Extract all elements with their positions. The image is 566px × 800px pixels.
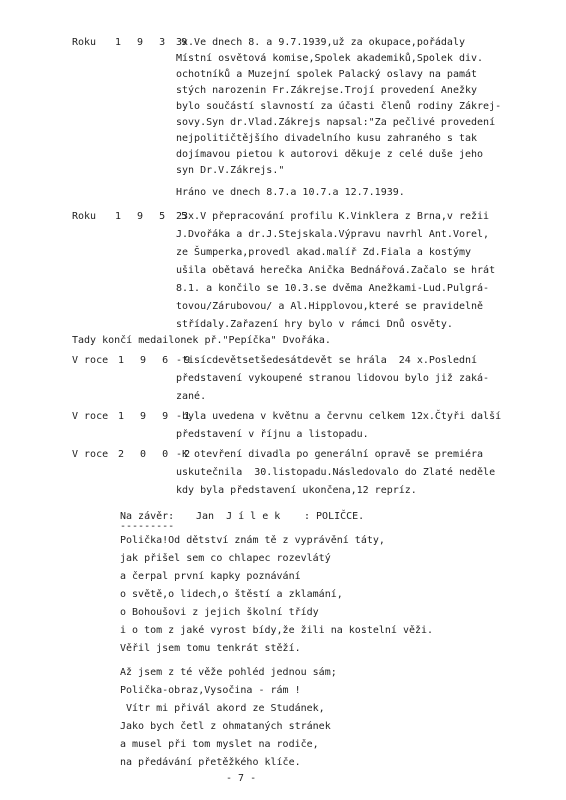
text-line: -tisícdevětsetšedesátdevět se hrála 24 x.Poslední: [176, 355, 478, 366]
entry-year: 1 9 9 1: [118, 411, 196, 422]
entry-label: Roku: [72, 211, 97, 222]
text-line: dojímavou pietou k autorovi děkuje z celé duše jeho: [176, 149, 484, 160]
entry-label: V roce: [72, 449, 109, 460]
page-number: - 7 -: [226, 773, 257, 784]
entry-label: Roku: [72, 37, 97, 48]
poem-line: Až jsem z té věže pohléd jednou sám;: [120, 667, 337, 678]
poem-line: o Bohoušovi z jejich školní třídy: [120, 607, 319, 618]
poem-line: a musel při tom myslet na rodiče,: [120, 739, 319, 750]
text-line: syn Dr.V.Zákrejs.": [176, 165, 285, 176]
text-line: stých narozenin Fr.Zákrejse.Trojí provedení Anežky: [176, 85, 478, 96]
poem-line: Polička-obraz,Vysočina - rám !: [120, 685, 301, 696]
poem-line: o světě,o lidech,o štěstí a zklamání,: [120, 589, 343, 600]
text-line: představení vykoupené stranou lidovou bylo již zaká-: [176, 373, 490, 384]
entry-label: V roce: [72, 411, 109, 422]
heading-underline: ---------: [120, 521, 175, 532]
text-line: ušila obětavá herečka Anička Bednářová.Začalo se hrát: [176, 265, 496, 276]
text-line: 8.1. a končilo se 10.3.se dvěma Anežkami-Lud.Pulgrá-: [176, 283, 490, 294]
text-line: 23x.V přepracování profilu K.Vinklera z Brna,v režii: [176, 211, 490, 222]
text-line: J.Dvořáka a dr.J.Stejskala.Výpravu navrhl Ant.Vorel,: [176, 229, 490, 240]
text-line: nejpolitičtějšího divadelního kusu zahraného s tak: [176, 133, 478, 144]
poem-line: Polička!Od dětství znám tě z vyprávění táty,: [120, 535, 385, 546]
text-line: -byla uvedena v květnu a červnu celkem 12x.Čtyři další: [176, 411, 502, 422]
text-line: -K otevření divadla po generální opravě se premiéra: [176, 449, 484, 460]
text-line: ze Šumperka,provedl akad.malíř Zd.Fiala a kostýmy: [176, 247, 472, 258]
text-line: uskutečnila 30.listopadu.Následovalo do Zlaté neděle: [176, 467, 496, 478]
text-line: střídaly.Zařazení hry bylo v rámci Dnů osvěty.: [176, 319, 453, 330]
poem-heading-prefix: Na závěr:: [120, 511, 175, 522]
text-line: bylo součástí slavností za účasti členů rodiny Zákrej-: [176, 101, 502, 112]
text-line: sovy.Syn dr.Vlad.Zákrejs napsal:"Za pečlivé provedení: [176, 117, 496, 128]
text-line: 3x.Ve dnech 8. a 9.7.1939,už za okupace,pořádaly: [176, 37, 465, 48]
entry-year: 1 9 5 5: [115, 211, 193, 222]
text-line: zané.: [176, 391, 207, 402]
poem-title: : POLIČCE.: [304, 511, 365, 522]
medallion-note: Tady končí medailonek př."Pepíčka" Dvořáka.: [72, 335, 331, 346]
poem-line: a čerpal první kapky poznávání: [120, 571, 301, 582]
text-line: tovou/Zárubovou/ a Al.Hipplovou,které se pravidelně: [176, 301, 484, 312]
text-line: Místní osvětová komise,Spolek akademiků,Spolek div.: [176, 53, 484, 64]
poem-line: Jako bych četl z ohmataných stránek: [120, 721, 331, 732]
poem-line: i o tom z jaké vyrost bídy,že žili na kostelní věži.: [120, 625, 434, 636]
text-line: kdy byla představení ukončena,12 repríz.: [176, 485, 417, 496]
poem-author: Jan J í l e k: [196, 511, 281, 522]
entry-year: 2 0 0 2: [118, 449, 196, 460]
entry-year: 1 9 6 9: [118, 355, 196, 366]
poem-line: na předávání přetěžkého klíče.: [120, 757, 301, 768]
poem-line: Věřil jsem tomu tenkrát stěží.: [120, 643, 301, 654]
poem-line: jak přišel sem co chlapec rozevlátý: [120, 553, 331, 564]
text-line: ochotníků a Muzejní spolek Palacký oslavy na památ: [176, 69, 478, 80]
poem-line: Vítr mi přivál akord ze Studánek,: [120, 703, 325, 714]
entry-label: V roce: [72, 355, 109, 366]
text-line: představení v říjnu a listopadu.: [176, 429, 369, 440]
entry-year: 1 9 3 9: [115, 37, 193, 48]
text-line: Hráno ve dnech 8.7.a 10.7.a 12.7.1939.: [176, 187, 405, 198]
